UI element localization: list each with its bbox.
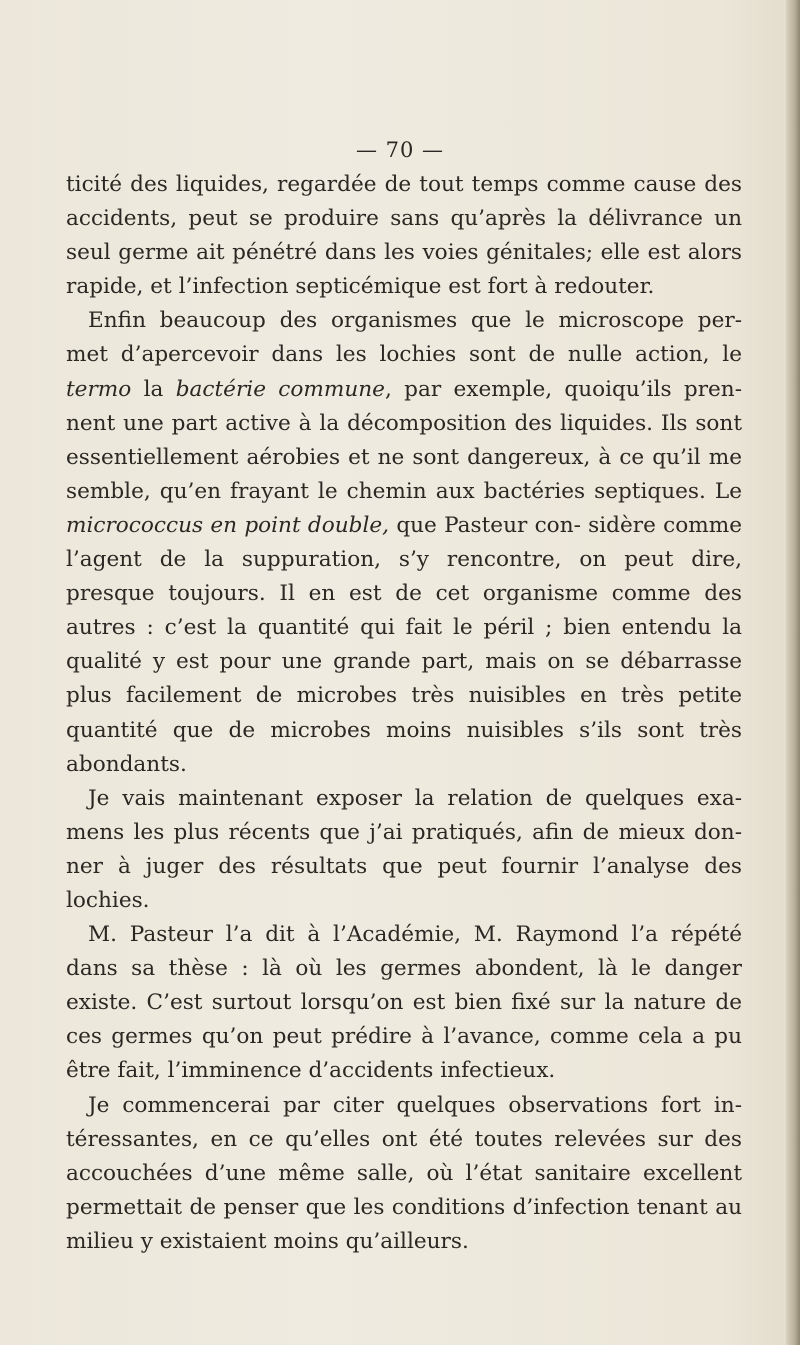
paragraph-3-text: Je vais maintenant exposer la relation de quelques exa- mens les plus récents que j’ai pratiqués, afin de mieux don- ner à juger des résultats que peut fournir l’analyse des lochies. [66,785,742,913]
paragraph-5-text: Je commencerai par citer quelques observations fort in- téressantes, en ce qu’elles ont été toutes relevées sur des accouchées d’une même salle, où l’état sanitaire excellent permettait de penser que les conditions d’infection tenant au milieu y existaient moins qu’ailleurs. [66,1092,742,1254]
paragraph-1 [66,168,742,304]
paragraph-2 [66,304,742,781]
italic-bacterie-commune: bactérie commune [175,376,385,402]
italic-termo: termo [66,376,132,402]
paragraph-2-text-c: , par exemple, quoiqu’ils pren- nent une part active à la décomposition des liquides. Ils sont essentiellement aérobies et ne sont dangereux, à ce qu’il me semble, qu’en frayant le chemin aux bactéries septiques. Le [66,376,742,504]
page-body-text [66,168,742,1259]
italic-micrococcus: micrococcus en point double, [66,512,390,538]
paragraph-2-text-a: Enfin beaucoup des organismes que le microscope per- met d’apercevoir dans les lochies sont de nulle action, le [66,308,742,368]
paragraph-5 [66,1089,742,1259]
page-number: — 70 — [355,138,445,162]
paragraph-4 [66,918,742,1088]
paragraph-2-text-d: que Pasteur con- sidère comme l’agent de la suppuration, s’y rencontre, on peut dire, presque toujours. Il en est de cet organisme comme des autres : c’est la quantité qui fait le péril ; bien entendu la qualité y est pour une grande part, mais on se débarrasse plus facilement de microbes très nuisibles en très petite quantité que de microbes moins nuisibles s’ils sont très abondants. [66,512,742,777]
page-edge-shadow [786,0,800,1345]
paragraph-2-text-b: la [131,376,176,402]
paragraph-3 [66,782,742,918]
paragraph-4-text: M. Pasteur l’a dit à l’Académie, M. Raymond l’a répété dans sa thèse : là où les germes abondent, là le danger existe. C’est surtout lorsqu’on est bien fixé sur la nature de ces germes qu’on peut prédire à l’avance, comme cela a pu être fait, l’imminence d’accidents infectieux. [66,922,742,1084]
paragraph-1-text: ticité des liquides, regardée de tout temps comme cause des accidents, peut se produire sans qu’après la délivrance un seul germe ait pénétré dans les voies génitales; elle est alors rapide, et l’infection septicémique est fort à redouter. [66,172,742,300]
